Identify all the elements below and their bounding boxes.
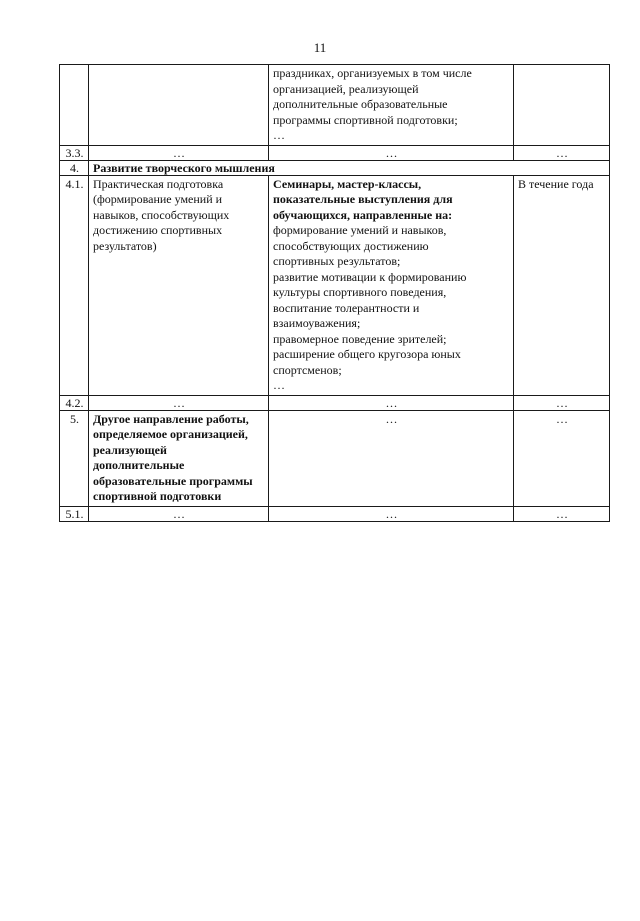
section-title-line: реализующей [93,442,167,457]
activity-line: … [273,128,285,142]
cell-direction: … [89,145,269,160]
activity-line: дополнительные образовательные [273,97,448,111]
activity-line: взаимоуважения; [273,316,361,330]
section-title-line: определяемое организацией, [93,427,248,441]
activity-line: праздниках, организуемых в том числе [273,66,472,80]
activity-line: способствующих достижению [273,238,429,253]
section-title-line: спортивной подготовки [93,489,222,503]
table-row-4 [60,160,610,175]
table-row-continuation [60,65,610,146]
activity-line: программы спортивной подготовки; [273,112,458,127]
cell-number [60,65,89,146]
row-number: 4.2. [60,395,89,410]
cell-deadline: … [514,506,610,521]
activity-line: спортсменов; [273,362,342,377]
cell-direction: … [89,506,269,521]
activity-line: культуры спортивного поведения, [273,285,447,299]
cell-deadline [514,65,610,146]
cell-direction [89,175,269,395]
activity-line: расширение общего кругозора юных [273,347,461,361]
section-title: Развитие творческого мышления [89,160,610,175]
section-title-line: дополнительные [93,458,185,472]
cell-activities [269,175,514,395]
activity-line: организацией, реализующей [273,81,419,96]
row-number: 4. [60,160,89,175]
cell-deadline: … [514,145,610,160]
cell-deadline: … [514,395,610,410]
plan-table [59,64,610,522]
table-row-5-1 [60,506,610,521]
cell-activities: … [269,410,514,506]
page-number: 11 [313,40,327,55]
row-number: 4.1. [60,175,89,395]
row-number: 5.1. [60,506,89,521]
table-row-4-2 [60,395,610,410]
activity-heading-line: Семинары, мастер-классы, [273,176,422,191]
activity-line: формирование умений и навыков, [273,223,447,237]
cell-activities: … [269,145,514,160]
cell-direction [89,65,269,146]
cell-activities: … [269,395,514,410]
table-row-3-3 [60,145,610,160]
activity-heading-line: показательные выступления для [273,192,453,206]
direction-line: Практическая подготовка [93,176,224,191]
cell-activities: … [269,506,514,521]
cell-deadline: В течение года [514,175,610,395]
direction-line: навыков, способствующих [93,207,230,222]
activity-line: правомерное поведение зрителей; [273,331,447,346]
cell-deadline: … [514,410,610,506]
table-row-4-1 [60,175,610,395]
section-title [89,410,269,506]
direction-line: достижению спортивных [93,223,223,237]
row-number: 5. [60,410,89,506]
activity-line: развитие мотивации к формированию [273,269,467,284]
activity-line: спортивных результатов; [273,254,401,268]
cell-direction: … [89,395,269,410]
direction-line: (формирование умений и [93,192,223,206]
activity-line: … [273,378,285,392]
section-title-line: Другое направление работы, [93,411,249,426]
cell-activities [269,65,514,146]
direction-line: результатов) [93,238,157,253]
activity-heading-line: обучающихся, направленные на: [273,207,453,222]
table-row-5 [60,410,610,506]
section-title-line: образовательные программы [93,473,253,488]
row-number: 3.3. [60,145,89,160]
activity-line: воспитание толерантности и [273,300,420,315]
